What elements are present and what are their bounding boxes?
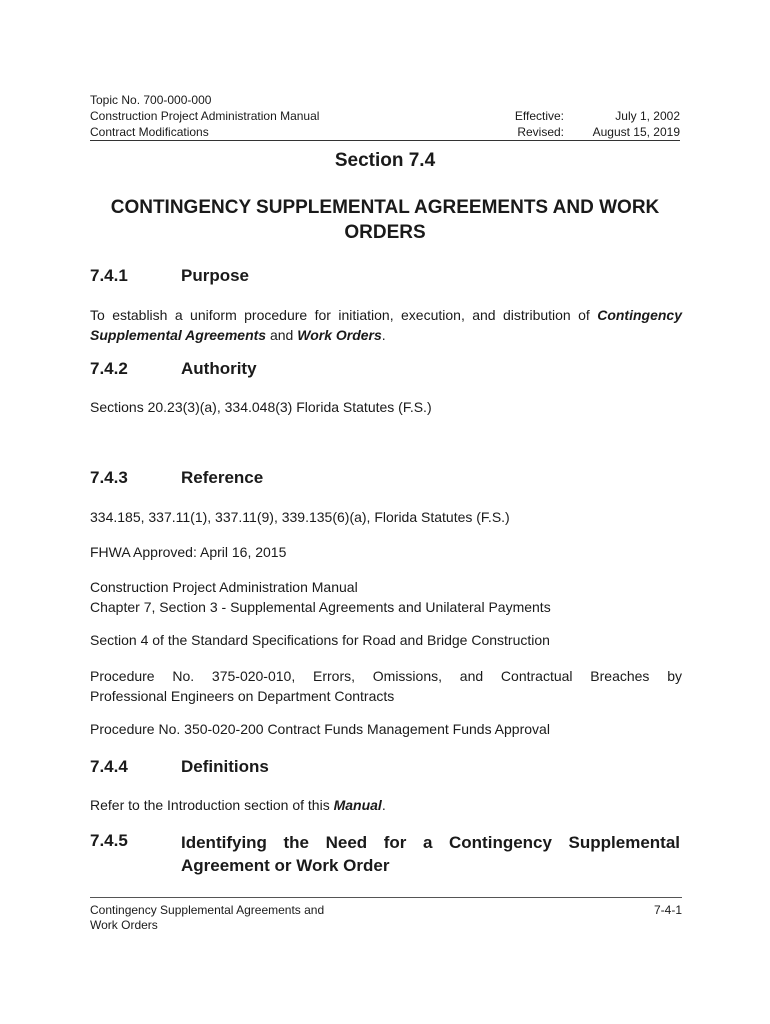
reference-procedure-375-line2: Professional Engineers on Department Contracts xyxy=(90,688,395,704)
revised-date: August 15, 2019 xyxy=(592,125,680,139)
purpose-emphasis-csa: Contingency Supplemental Agreements xyxy=(90,307,682,343)
heading-identifying-need xyxy=(90,831,680,877)
heading-number: 7.4.3 xyxy=(90,468,128,487)
page-number: 7-4-1 xyxy=(653,903,682,917)
heading-number: 7.4.1 xyxy=(90,266,128,285)
reference-statutes: 334.185, 337.11(1), 337.11(9), 339.135(6)(a), Florida Statutes (F.S.) xyxy=(90,509,510,525)
purpose-text: To establish a uniform procedure for initiation, execution, and distribution of xyxy=(90,307,598,323)
definitions-paragraph xyxy=(90,795,682,815)
page-footer xyxy=(90,897,682,933)
footer-title-line2: Work Orders xyxy=(90,918,158,932)
section-title: CONTINGENCY SUPPLEMENTAL AGREEMENTS AND WORK ORDERS xyxy=(110,197,660,243)
definitions-emphasis-manual: Manual xyxy=(333,797,382,813)
heading-title: Definitions xyxy=(181,757,269,776)
heading-title: Authority xyxy=(181,359,257,378)
heading-title: Purpose xyxy=(181,266,250,285)
effective-date: July 1, 2002 xyxy=(615,109,680,123)
reference-cpam xyxy=(90,577,682,617)
heading-title-line2: Agreement or Work Order xyxy=(181,856,390,875)
authority-paragraph: Sections 20.23(3)(a), 334.048(3) Florida Statutes (F.S.) xyxy=(90,399,432,415)
chapter-name: Contract Modifications xyxy=(90,125,209,139)
heading-title: Reference xyxy=(181,468,264,487)
topic-number: Topic No. 700-000-000 xyxy=(90,93,212,107)
purpose-emphasis-wo: Work Orders xyxy=(297,327,382,343)
heading-number: 7.4.5 xyxy=(90,831,128,850)
reference-cpam-line1: Construction Project Administration Manual xyxy=(90,579,358,595)
heading-number: 7.4.4 xyxy=(90,757,128,776)
reference-procedure-375 xyxy=(90,666,682,706)
page-header xyxy=(90,92,680,141)
effective-label: Effective: xyxy=(514,109,564,123)
section-number: Section 7.4 xyxy=(334,150,436,171)
purpose-text-and: and xyxy=(266,327,298,343)
heading-authority xyxy=(90,359,680,379)
definitions-period: . xyxy=(381,797,386,813)
revised-label: Revised: xyxy=(517,125,564,139)
heading-title xyxy=(181,831,680,877)
purpose-period: . xyxy=(381,327,386,343)
purpose-paragraph xyxy=(90,305,682,345)
footer-title xyxy=(90,903,324,933)
reference-fhwa: FHWA Approved: April 16, 2015 xyxy=(90,544,287,560)
manual-name: Construction Project Administration Manual xyxy=(90,109,320,123)
heading-title-line1: Identifying the Need for a Contingency Supplemental xyxy=(181,833,680,852)
reference-cpam-line2: Chapter 7, Section 3 - Supplemental Agreements and Unilateral Payments xyxy=(90,599,551,615)
heading-definitions xyxy=(90,757,680,777)
reference-procedure-350: Procedure No. 350-020-200 Contract Funds Management Funds Approval xyxy=(90,721,550,737)
heading-purpose xyxy=(90,266,680,286)
footer-title-line1: Contingency Supplemental Agreements and xyxy=(90,903,325,917)
heading-number: 7.4.2 xyxy=(90,359,128,378)
reference-procedure-375-line1: Procedure No. 375-020-010, Errors, Omissions, and Contractual Breaches by xyxy=(90,668,682,684)
reference-specifications: Section 4 of the Standard Specifications for Road and Bridge Construction xyxy=(90,632,550,648)
heading-reference xyxy=(90,468,680,488)
definitions-text: Refer to the Introduction section of this xyxy=(90,797,334,813)
